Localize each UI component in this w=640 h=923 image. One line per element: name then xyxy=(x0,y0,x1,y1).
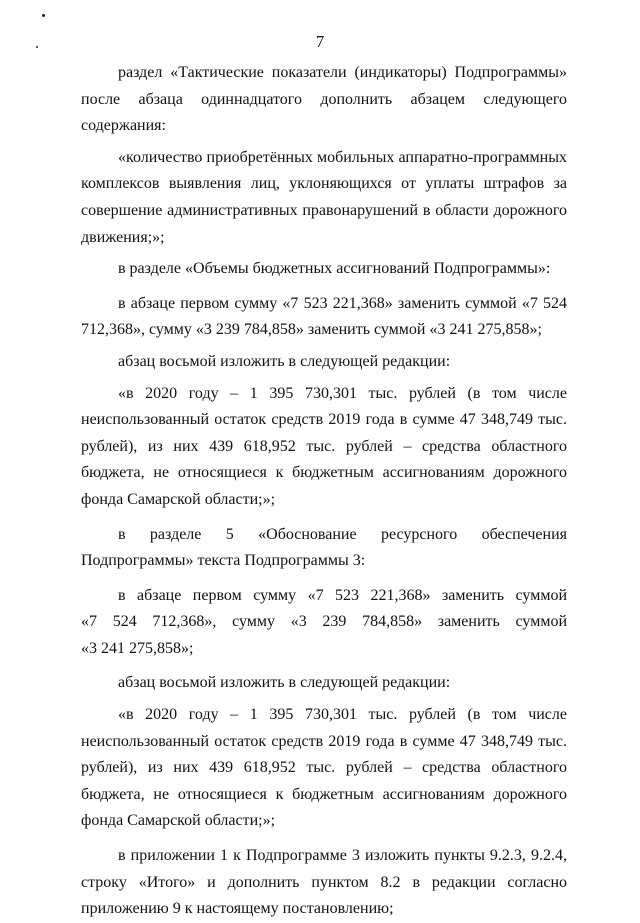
paragraph-line: «3 241 275,858»; xyxy=(81,639,194,657)
scan-speck xyxy=(42,14,45,17)
paragraph-quoted-indicator: «количество приобретённых мобильных аппаратно-программных комплексов выявления лиц, уклоняющихся от уплаты штрафов за совершение административных правонарушений в области дорожного движения;»; xyxy=(81,148,567,246)
paragraph-replace-sums: в абзаце первом сумму «7 523 221,368» заменить суммой «7 524 712,368», сумму «3 239 784,858» заменить суммой «3 241 275,858»; xyxy=(81,294,567,339)
paragraph-quoted-2020: «в 2020 году – 1 395 730,301 тыс. рублей (в том числе неиспользованный остаток средств 2019 года в сумме 47 348,749 тыс. рублей), из них 439 618,952 тыс. рублей – средства областного бюджета, не относящиеся к бюджетным ассигнованиям дорожного фонда Самарской области;»; xyxy=(81,384,567,508)
paragraph-appendix-1: в приложении 1 к Подпрограмме 3 изложить пункты 9.2.3, 9.2.4, строку «Итого» и дополнить пунктом 8.2 в редакции согласно приложению 9 к настоящему постановлению; xyxy=(81,847,567,918)
paragraph-budget-section: в разделе «Объемы бюджетных ассигнований Подпрограммы»: xyxy=(118,260,551,278)
paragraph-quoted-2020-2: «в 2020 году – 1 395 730,301 тыс. рублей (в том числе неиспользованный остаток средств 2019 года в сумме 47 348,749 тыс. рублей), из них 439 618,952 тыс. рублей – средства областного бюджета, не относящиеся к бюджетным ассигнованиям дорожного фонда Самарской области;»; xyxy=(81,706,567,830)
paragraph-eighth-abzac-2: абзац восьмой изложить в следующей редакции: xyxy=(118,674,451,692)
document-body xyxy=(81,60,567,923)
paragraph-eighth-abzac: абзац восьмой изложить в следующей редакции: xyxy=(118,352,451,370)
paragraph-line: в абзаце первом сумму «7 523 221,368» заменить суммой xyxy=(118,586,567,604)
paragraph-tactical-indicators: раздел «Тактические показатели (индикаторы) Подпрограммы» после абзаца одиннадцатого дополнить абзацем следующего содержания: xyxy=(81,64,567,135)
page-number: 7 xyxy=(315,32,325,51)
paragraph-section-5: в разделе 5 «Обоснование ресурсного обеспечения Подпрограммы» текста Подпрограммы 3: xyxy=(81,525,567,570)
paragraph-replace-sums-2 xyxy=(81,583,567,663)
paragraph-line: «7 524 712,368», сумму «3 239 784,858» заменить суммой xyxy=(81,613,567,631)
